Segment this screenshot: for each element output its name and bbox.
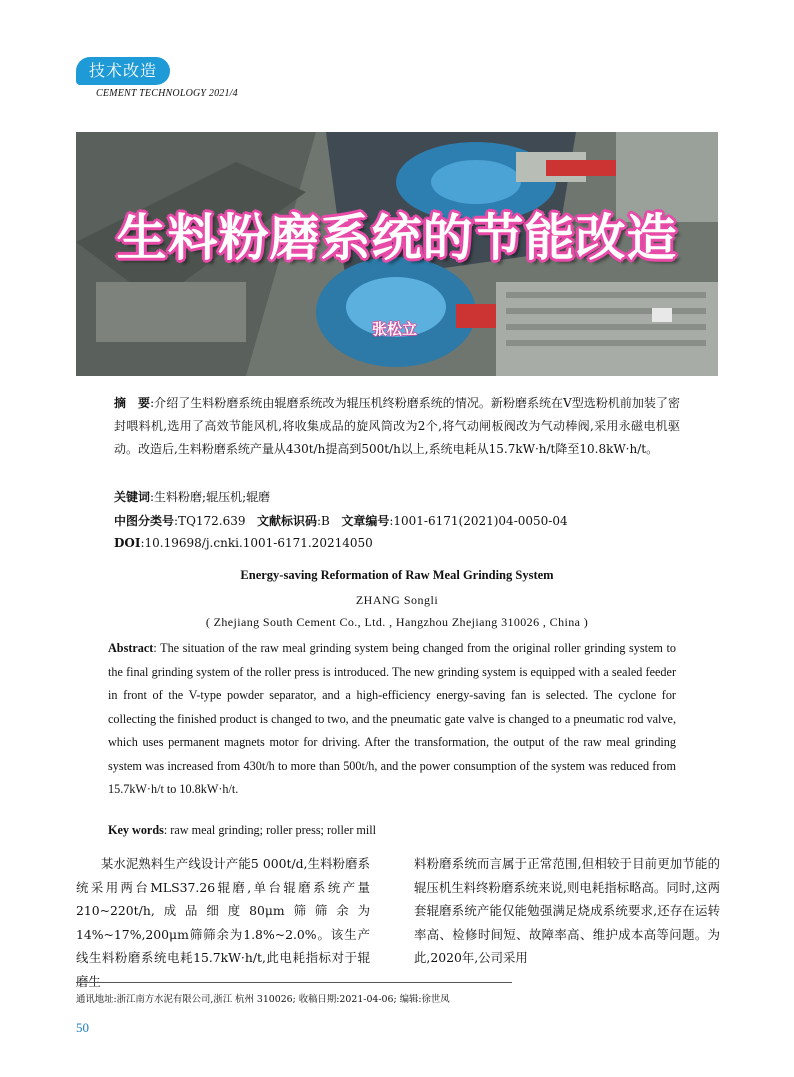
journal-name: CEMENT TECHNOLOGY 2021/4 (96, 88, 238, 99)
english-abstract-label: Abstract (108, 641, 154, 655)
articleno-label: 文章编号 (341, 514, 390, 528)
page-number: 50 (76, 1020, 89, 1035)
keywords-cn-label: 关键词 (114, 490, 151, 504)
clc-label: 中图分类号 (114, 514, 175, 528)
doi-value: :10.19698/j.cnki.1001-6171.20214050 (140, 536, 373, 550)
abstract-cn-text: :介绍了生料粉磨系统由辊磨系统改为辊压机终粉磨系统的情况。新粉磨系统在V型选粉机前加装了密封喂料机,选用了高效节能风机,将收集成品的旋风筒改为2个,将气动闸板阀改为气动棒阀,采用永磁电机驱动。改造后,生料粉磨系统产量从430t/h提高到500t/h以上,系统电耗从15.7kW·h/t降至10.8kW·h/t。 (114, 396, 680, 456)
english-affiliation: ( Zhejiang South Cement Co., Ltd. , Hangzhou Zhejiang 310026 , China ) (205, 615, 589, 629)
english-title: Energy-saving Reformation of Raw Meal Grinding System (240, 568, 554, 582)
english-abstract-text: : The situation of the raw meal grinding system being changed from the original roller grinding system to the final grinding system of the roller press is introduced. The new grinding system is equipped with a sealed feeder in front of the V-type powder separator, and a high-efficiency energy-saving fan is selected. The cyclone for collecting the finished product is changed to two, and the pneumatic gate valve is changed to a pneumatic rod valve, which uses permanent magnets motor for driving. After the transformation, the output of the raw meal grinding system was increased from 430t/h to more than 500t/h, and the power consumption of the system was reduced from 15.7kW·h/t to 10.8kW·h/t. (108, 641, 676, 796)
classification-line (114, 512, 568, 529)
author-name-cn: 张松立 (372, 320, 418, 338)
english-keywords-label: Key words (108, 823, 164, 837)
doccode-label: 文献标识码 (256, 514, 317, 528)
clc-value: :TQ172.639 (174, 514, 246, 528)
keywords-cn (114, 488, 270, 505)
body-column-left (76, 852, 370, 993)
body-column-right: 料粉磨系统而言属于正常范围,但相较于目前更加节能的辊压机生料终粉磨系统来说,则电耗指标略高。同时,这两套辊磨系统产能仅能勉强满足烧成系统要求,还存在运转率高、检修时间短、故障率高、维护成本高等问题。为此,2020年,公司采用 (414, 856, 720, 965)
english-author: ZHANG Songli (355, 593, 439, 607)
footnote: 通讯地址:浙江南方水泥有限公司,浙江 杭州 310026; 收稿日期:2021-04-06; 编辑:徐世凤 (76, 994, 450, 1005)
english-keywords-text: : raw meal grinding; roller press; roller mill (163, 823, 377, 837)
section-tag: 技术改造 (76, 57, 170, 85)
doccode-value: :B (317, 514, 330, 528)
article-title: 生料粉磨系统的节能改造 (116, 209, 678, 267)
body-left-text: 某水泥熟料生产线设计产能5 000t/d,生料粉磨系统采用两台MLS37.26辊磨,单台辊磨系统产量210~220t/h,成品细度80μm筛筛余为14%~17%,200μm筛筛余为1.8%~2.0%。该生产线生料粉磨系统电耗15.7kW·h/t,此电耗指标对于辊磨生 (76, 856, 370, 989)
english-keywords (108, 823, 376, 838)
abstract-cn (114, 392, 680, 461)
abstract-cn-label: 摘 要 (114, 396, 151, 410)
footnote-rule (76, 982, 512, 983)
articleno-value: :1001-6171(2021)04-0050-04 (389, 514, 568, 528)
keywords-cn-text: :生料粉磨;辊压机;辊磨 (150, 490, 271, 504)
hero-image (76, 132, 718, 376)
english-abstract (108, 637, 676, 802)
doi-line (114, 536, 373, 550)
doi-label: DOI (114, 536, 141, 550)
